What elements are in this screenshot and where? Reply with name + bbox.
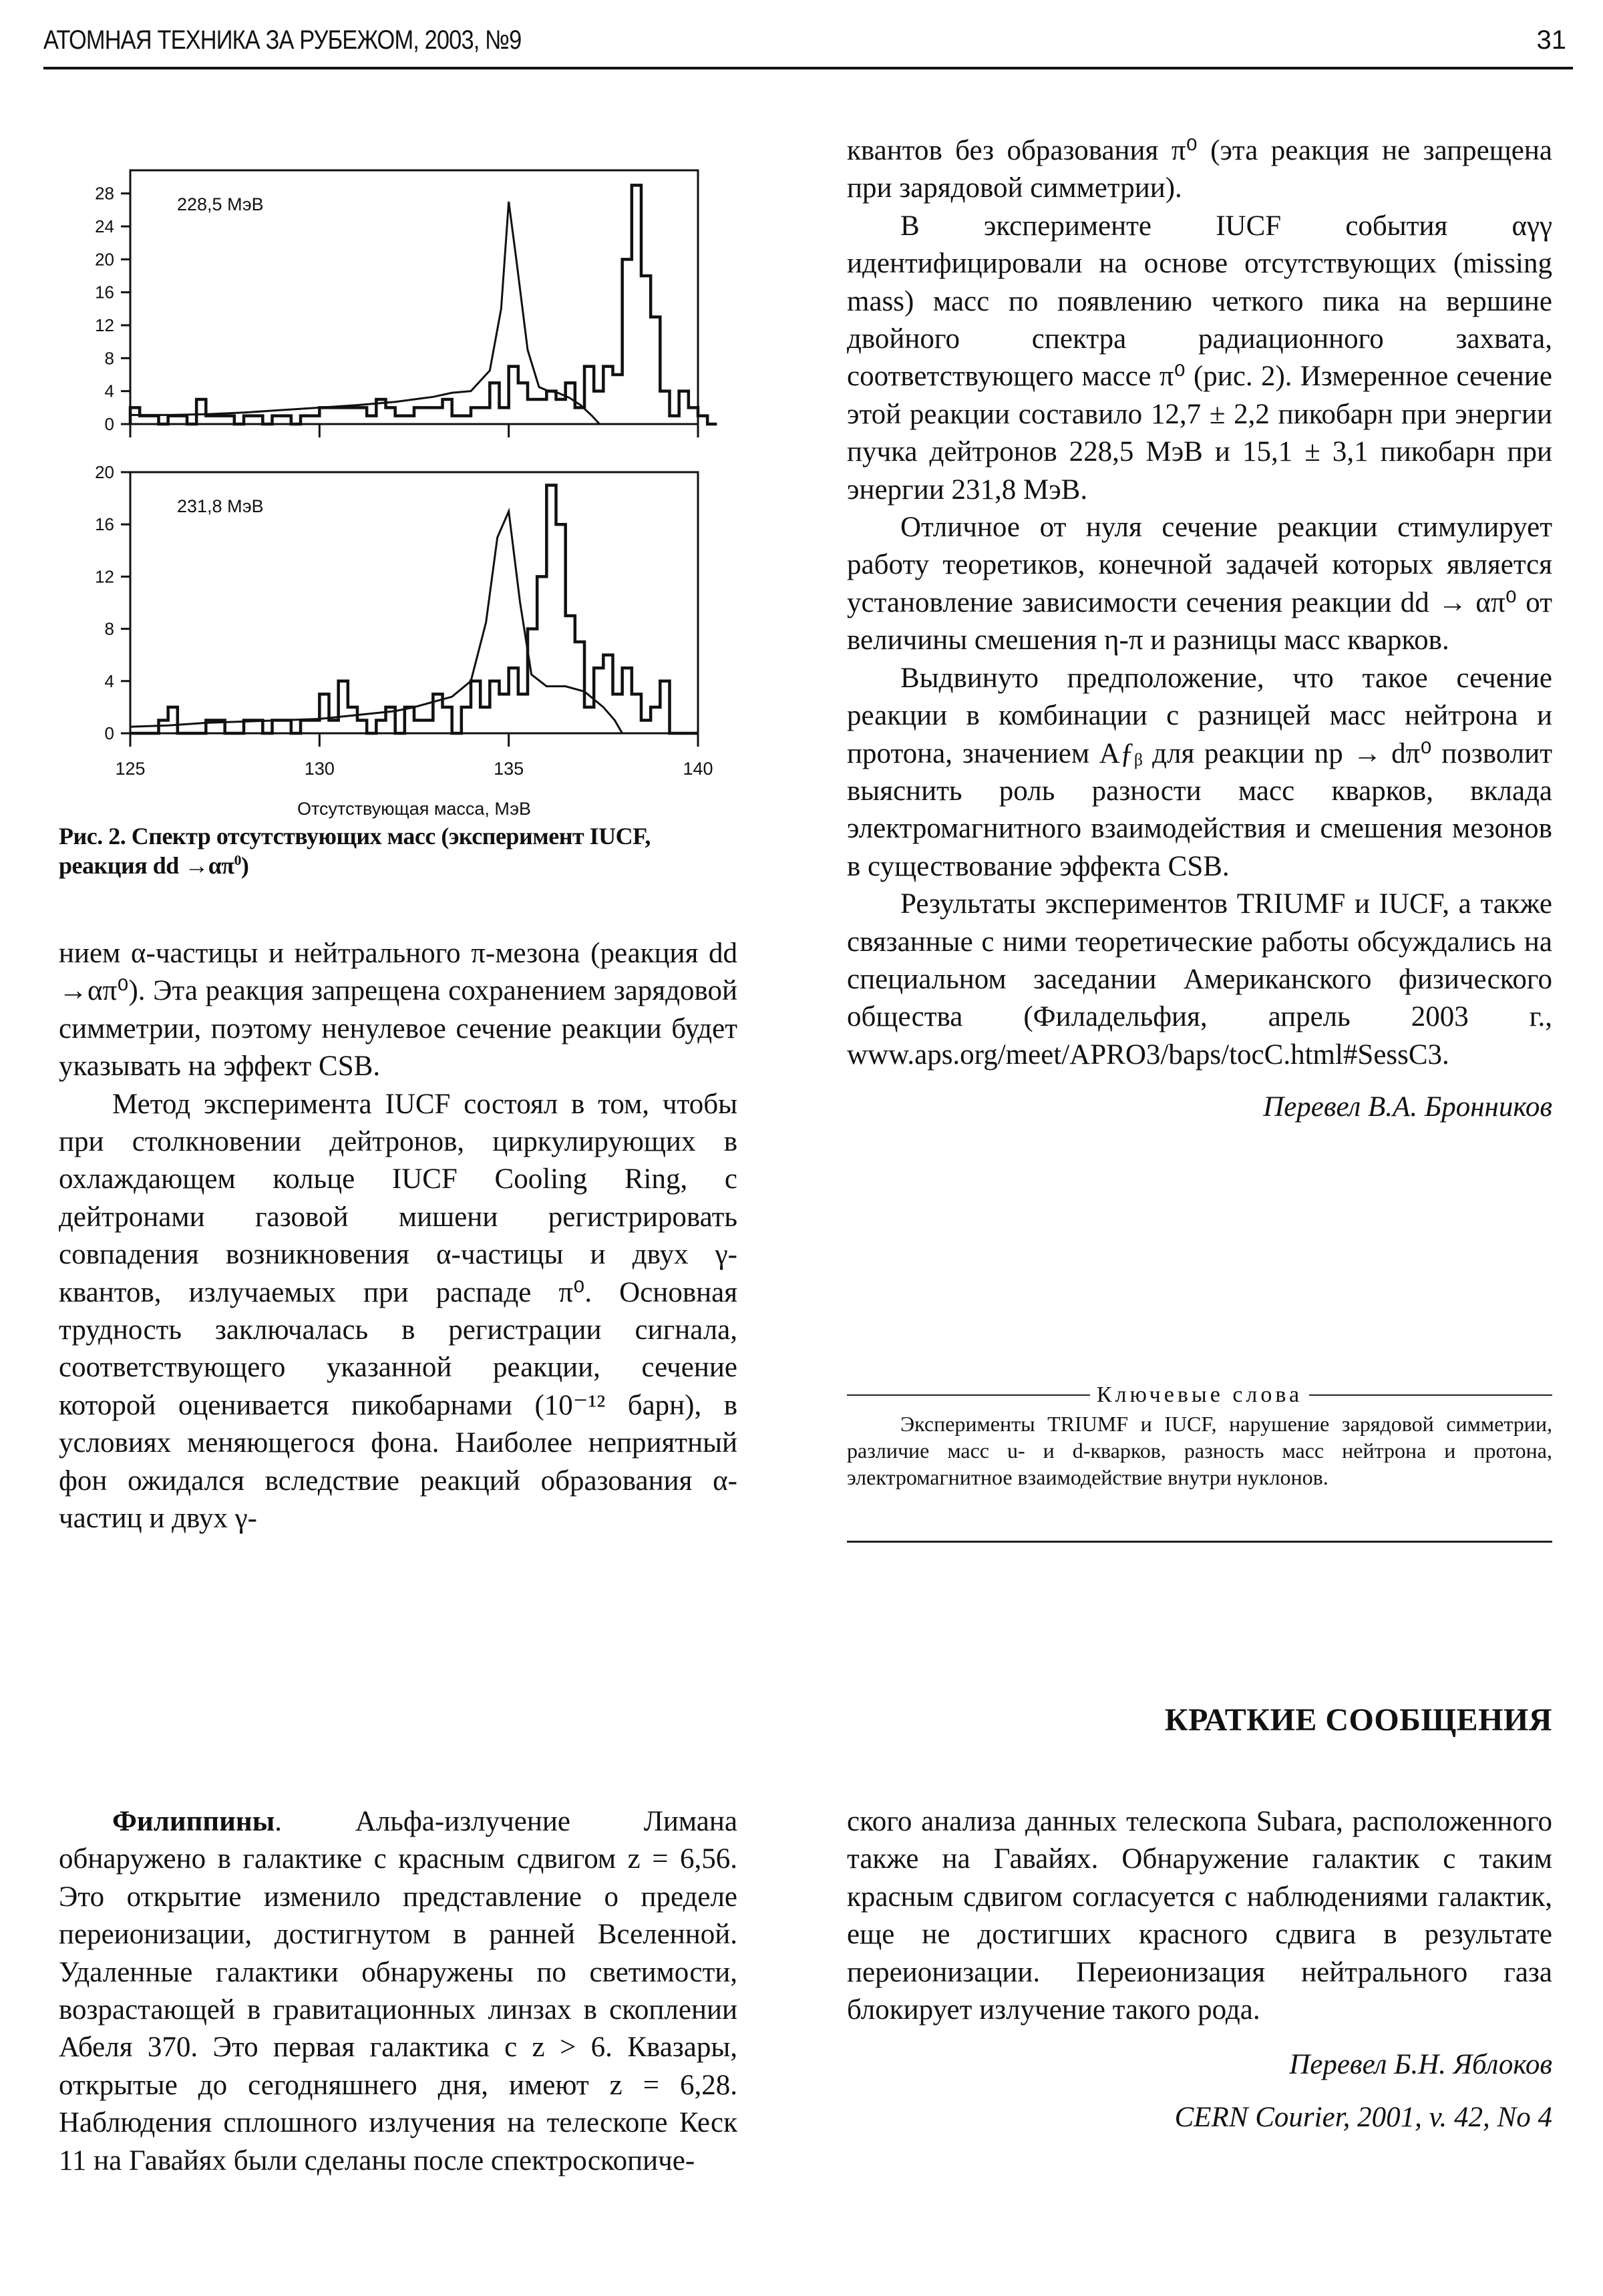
x-tick-label: 140	[683, 759, 713, 779]
x-tick-label: 130	[304, 759, 335, 779]
y-tick-label: 16	[95, 282, 114, 303]
section-title: КРАТКИЕ СООБЩЕНИЯ	[1164, 1702, 1552, 1738]
histogram-series	[130, 185, 717, 424]
caption-line-1: Рис. 2. Спектр отсутствующих масс (эксперимент IUCF,	[59, 823, 651, 849]
y-tick-label: 8	[104, 618, 114, 639]
paragraph: Филиппины. Альфа-излучение Лимана обнаружено в галактике с красным сдвигом z = 6,56. Это открытие изменило представление о пределе переионизации, достигнутом в ранней Вселенной. Удаленные галактики обнаружены по светимости, возрастающей в гравитационных линзах в скоплении Абеля 370. Это первая галактика с z > 6. Квазары, открытые до сегодняшнего дня, имеют z = 6,28. Наблюдения сплошного излучения на телескопе Кеск 11 на Гавайях были сделаны после спектроскопиче-	[59, 1806, 737, 2176]
page-number: 31	[1536, 25, 1566, 55]
y-tick-label: 4	[104, 381, 114, 401]
histogram-series	[130, 486, 698, 733]
paragraph: Отличное от нуля сечение реакции стимулирует работу теоретиков, конечной задачей которых является установление зависимости сечения реакции dd → απ⁰ от величины смешения η-π и разницы масс кварков.	[847, 512, 1552, 656]
y-tick-label: 8	[104, 348, 114, 369]
caption-line-2: реакция dd $\to\alpha\pi^0$)	[59, 852, 249, 879]
keywords-heading: Ключевые слова	[847, 1382, 1552, 1408]
left-column	[59, 935, 737, 1538]
header-rule	[43, 67, 1573, 69]
y-tick-label: 0	[104, 723, 114, 743]
y-tick-label: 12	[95, 315, 114, 335]
paragraph: Метод эксперимента IUCF состоял в том, чтобы при столкновении дейтронов, циркулирующих в охлаждающем кольце IUCF Cooling Ring, с дейтронами газовой мишени регистрировать совпадения возникновения α-частицы и двух γ-квантов, излучаемых при распаде π⁰. Основная трудность заключалась в регистрации сигнала, соответствующего указанной реакции, сечение которой оценивается пикобарнами (10⁻¹² барн), в условиях меняющегося фона. Наиболее неприятный фон ожидался вследствие реакций образования α-частиц и двух γ-	[59, 1088, 737, 1535]
keywords-bottom-rule	[847, 1541, 1552, 1543]
journal-title: АТОМНАЯ ТЕХНИКА ЗА РУБЕЖОМ, 2003, №9	[43, 25, 522, 55]
paragraph: Выдвинуто предположение, что такое сечение реакции в комбинации с разницей масс нейтрона и протона, значением Aƒᵦ для реакции np → dπ⁰ позволит выяснить роль разности масс кварков, вклада электромагнитного взаимодействия и смешения мезонов в существование эффекта CSB.	[847, 662, 1552, 882]
panel-energy-label: 231,8 МэВ	[177, 496, 264, 516]
keywords-box	[847, 1382, 1552, 1491]
x-tick-label: 125	[115, 759, 146, 779]
y-tick-label: 16	[95, 514, 114, 535]
right-column	[847, 132, 1552, 1127]
y-tick-label: 12	[95, 566, 114, 587]
y-tick-label: 24	[95, 216, 114, 236]
divider	[847, 1394, 1090, 1396]
brief-news-right	[847, 1803, 1552, 2136]
paragraph: Результаты экспериментов TRIUMF и IUCF, а также связанные с ними теоретические работы обсуждались на специальном заседании Американского физического общества (Филадельфия, апрель 2003 г., www.aps.org/meet/APRO3/baps/tocC.html#SessC3.	[847, 888, 1552, 1071]
missing-mass-chart	[60, 154, 735, 821]
figure-caption	[59, 821, 740, 880]
running-header	[43, 25, 1566, 65]
fit-curve	[130, 202, 600, 424]
panel-energy-label: 228,5 МэВ	[177, 194, 264, 214]
y-tick-label: 20	[95, 462, 114, 482]
y-tick-label: 28	[95, 183, 114, 204]
x-axis-title: Отсутствующая масса, МэВ	[297, 799, 532, 819]
y-tick-label: 4	[104, 671, 114, 691]
fit-curve	[130, 512, 622, 733]
y-tick-label: 20	[95, 249, 114, 270]
brief-news-left	[59, 1803, 737, 2180]
news-lead: Филиппины	[112, 1806, 275, 1837]
translator-credit: Перевел В.А. Бронников	[1263, 1091, 1552, 1123]
paragraph: квантов без образования π⁰ (эта реакция не запрещена при зарядовой симметрии).	[847, 135, 1552, 204]
y-tick-label: 0	[104, 414, 114, 434]
paragraph: ского анализа данных телескопа Subara, расположенного также на Гавайях. Обнаружение галактик с таким красным сдвигом согласуется с наблюдениями галактик, еще не достигших красного сдвига в результате переионизации. Переионизация нейтрального газа блокирует излучение такого рода.	[847, 1806, 1552, 2026]
keywords-text: Эксперименты TRIUMF и IUCF, нарушение зарядовой симметрии, различие масс u- и d-кварков, разность масс нейтрона и протона, электромагнитное взаимодействие внутри нуклонов.	[847, 1412, 1552, 1489]
paragraph: нием α-частицы и нейтрального π-мезона (реакция dd →απ⁰). Эта реакция запрещена сохранением зарядовой симметрии, поэтому ненулевое сечение реакции будет указывать на эффект CSB.	[59, 938, 737, 1083]
x-tick-label: 135	[494, 759, 524, 779]
figure-2	[60, 154, 735, 821]
paragraph: В эксперименте IUCF события αγγ идентифицировали на основе отсутствующих (missing mass) масс по появлению четкого пика на вершине двойного спектра радиационного захвата, соответствующего массе π⁰ (рис. 2). Измеренное сечение этой реакции составило 12,7 ± 2,2 пикобарн при энергии пучка дейтронов 228,5 МэВ и 15,1 ± 3,1 пикобарн при энергии 231,8 МэВ.	[847, 210, 1552, 506]
translator-credit: Перевел Б.Н. Яблоков	[1289, 2049, 1552, 2081]
source-citation: CERN Courier, 2001, v. 42, No 4	[1174, 2101, 1552, 2133]
divider	[1309, 1394, 1552, 1396]
